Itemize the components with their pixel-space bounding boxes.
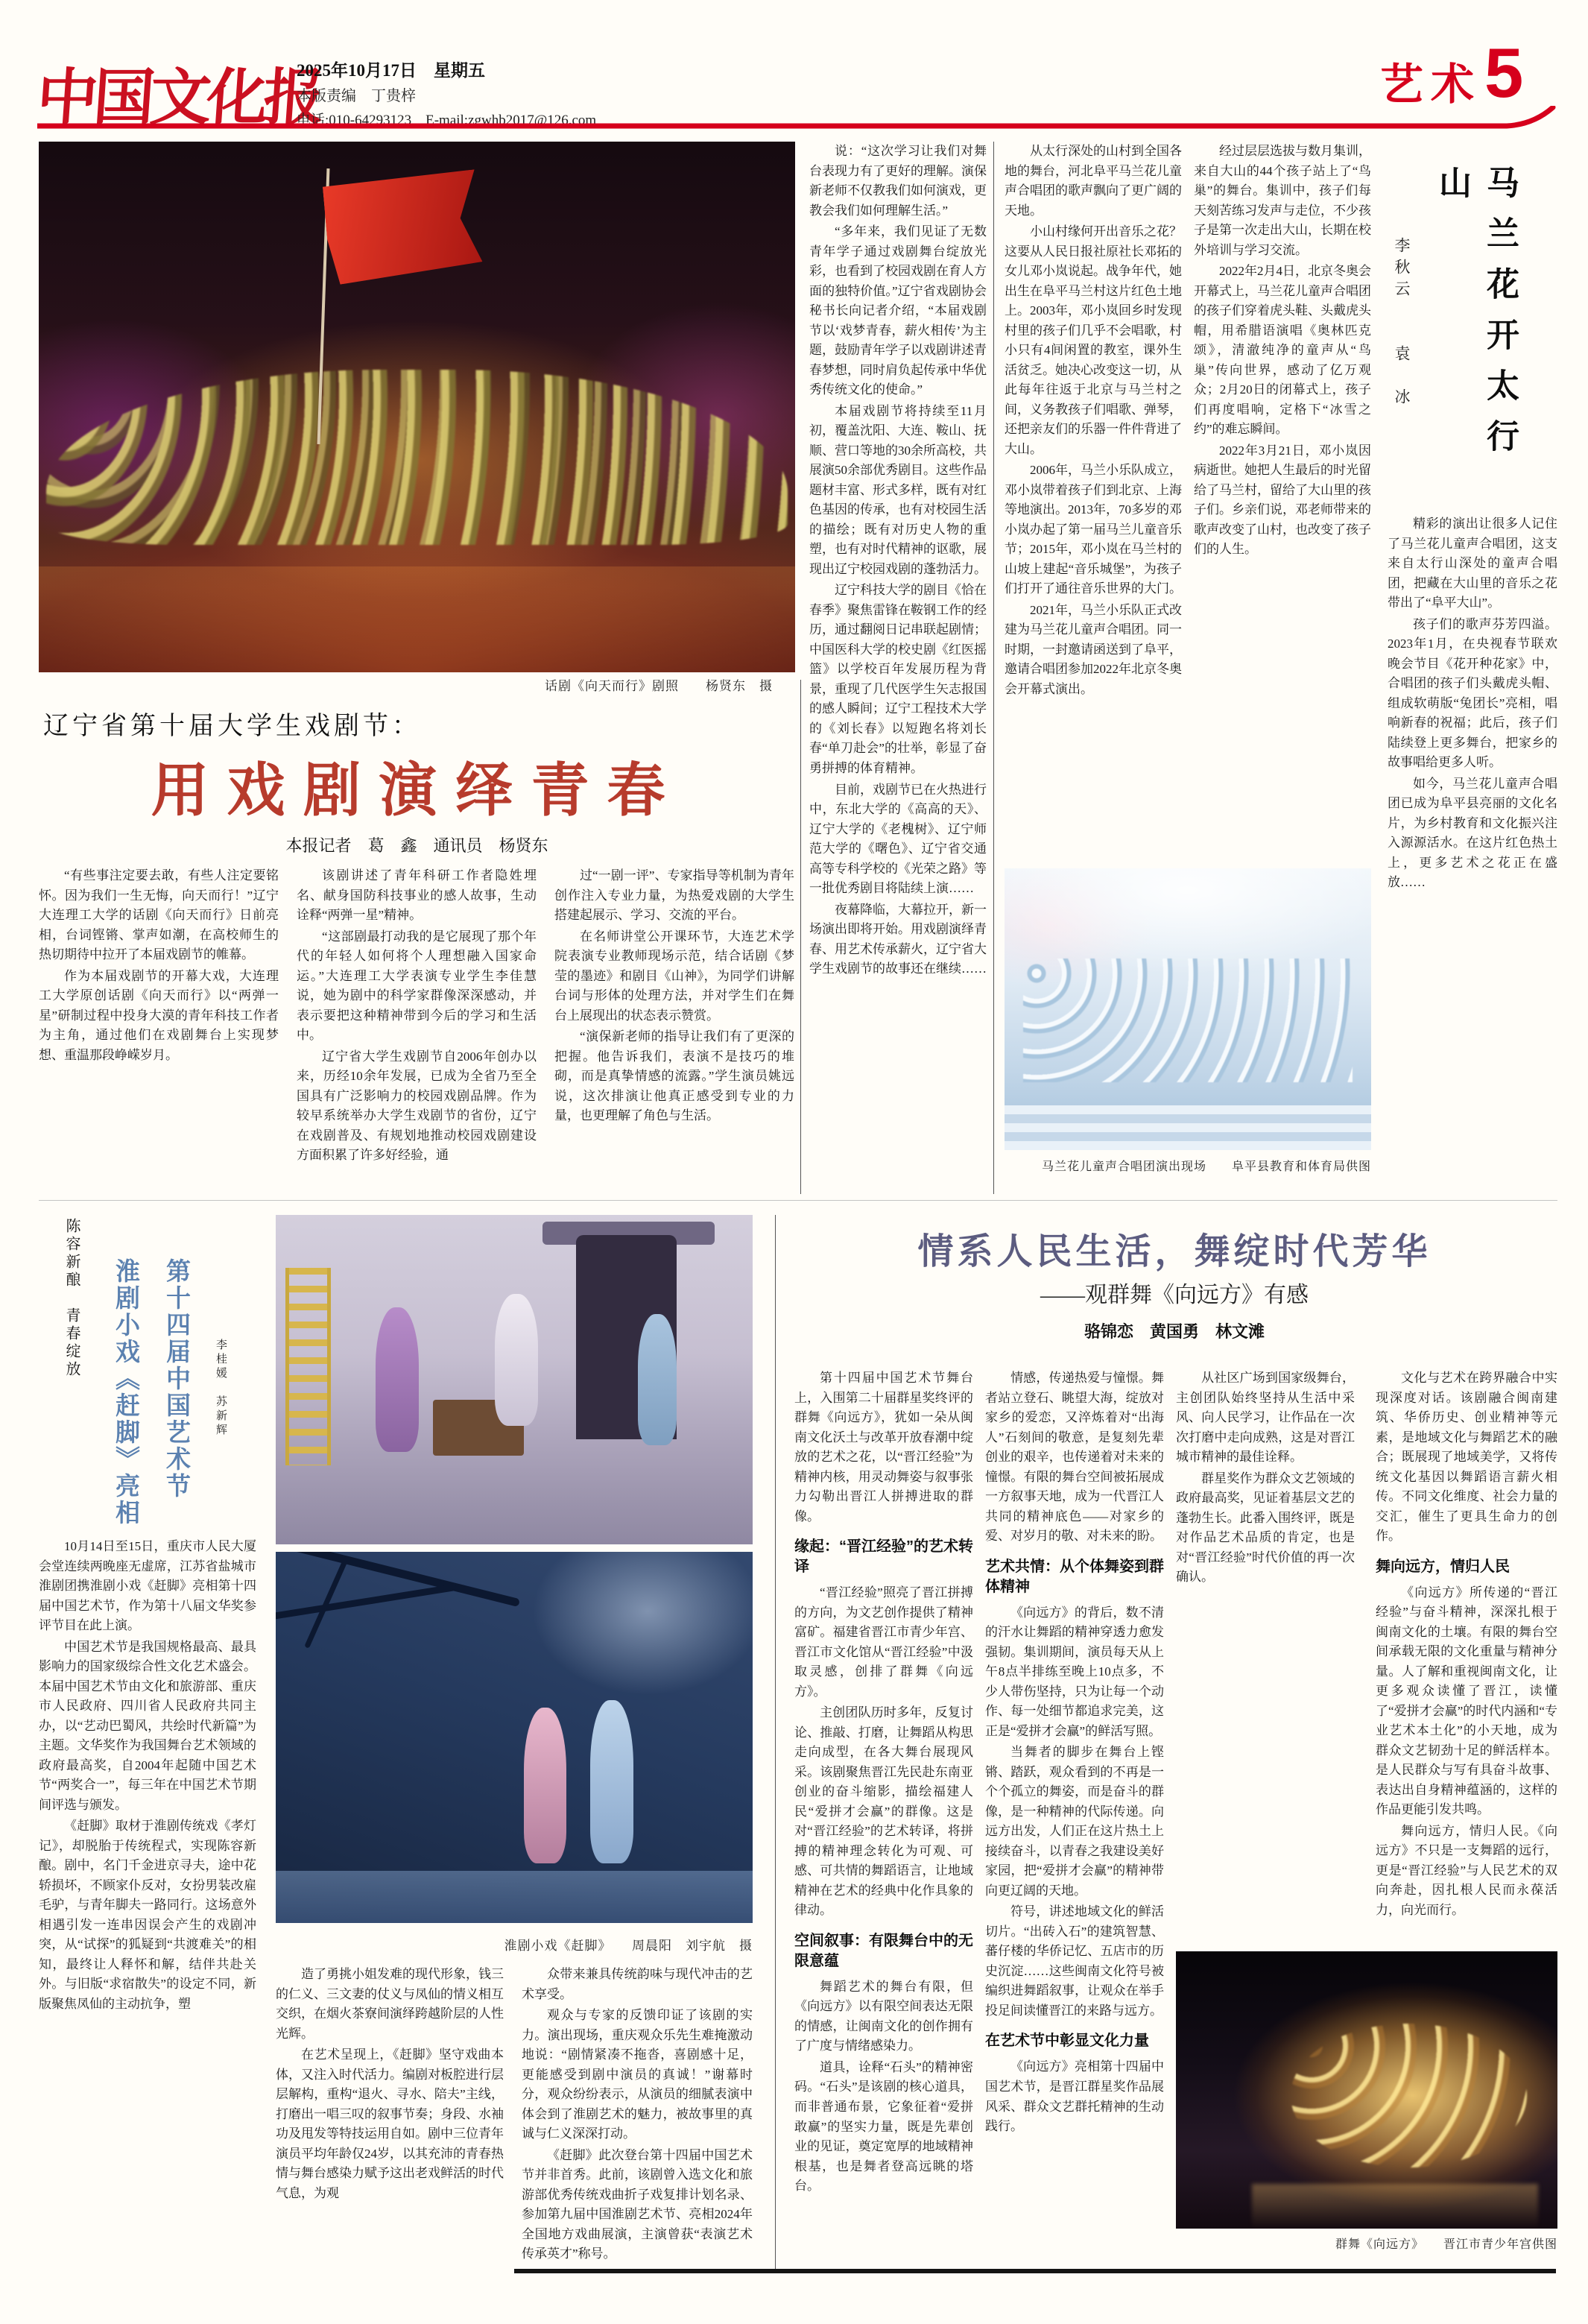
article-paragraph: 舞向远方，情归人民。《向远方》不只是一支舞蹈的远行，更是“晋江经验”与人民艺术的双向奔赴，因扎根人民而永葆活力，向光而行。: [1376, 1823, 1557, 1917]
article-paragraph: 2006年，马兰小乐队成立，邓小岚带着孩子们到北京、上海等地演出。2013年，70多岁的邓小岚办起了第一届马兰儿童音乐节；2015年，邓小岚在马兰村的山坡上建起“音乐城堡”，为孩子们打开了通往音乐世界的大门。: [1005, 463, 1182, 596]
stage-floor-shape: [39, 566, 795, 672]
contact-line: 电话:010-64293123 E-mail:zgwhb2017@126.com: [297, 113, 597, 128]
malan-column-2: [1194, 142, 1371, 862]
dance-column-3: [1176, 1368, 1355, 1942]
drama-column-1: [39, 866, 279, 1194]
article-paragraph: 2021年，马兰小乐队正式改建为马兰花儿童声合唱团。同一时期，一封邀请函送到了阜平，邀请合唱团参加2022年北京冬奥会开幕式演出。: [1005, 602, 1182, 696]
photo-caption-drama: 话剧《向天而行》剧照 杨贤东 摄: [545, 679, 773, 693]
article-paragraph: 该剧讲述了青年科研工作者隐姓埋名、献身国防科技事业的感人故事，生动诠释“两弹一星”精神。: [297, 868, 537, 923]
article-paragraph: 群星奖作为群众文艺领域的政府最高奖，见证着基层文艺的蓬勃生长。此番入围终评，既是对作品艺术品质的肯定，也是对“晋江经验”时代价值的再一次确认。: [1176, 1471, 1355, 1585]
bottom-rule: [514, 2269, 1556, 2273]
branch-shape: [276, 1584, 456, 1623]
malan-column-3: [1388, 514, 1557, 1193]
malan-column-1: [1005, 142, 1182, 862]
malan-title-vertical: 马兰花开太行山: [1434, 165, 1518, 470]
article-subhead: 缘起：“晋江经验”的艺术转译: [794, 1538, 973, 1576]
photo-caption-choir: 马兰花儿童声合唱团演出现场 阜平县教育和体育局供图: [1041, 1161, 1371, 1173]
photo-drama-stage: [39, 142, 795, 672]
article-paragraph: “晋江经验”照亮了晋江拼搏的方向，为文艺创作提供了精神富矿。福建省晋江市青少年宫、晋江市文化馆从“晋江经验”中汲取灵感，创排了群舞《向远方》。: [794, 1585, 973, 1699]
photo-choir-performance: [1005, 868, 1371, 1150]
dance-subtitle: ——观群舞《向远方》有感: [1040, 1283, 1309, 1307]
ganjiao-title-line2: 淮剧小戏《赶脚》亮相: [113, 1258, 140, 1526]
dance-column-4: [1376, 1368, 1557, 1942]
dance-column-2: [985, 1368, 1164, 2267]
dance-headline: 情系人民生活，舞绽时代芳华: [917, 1232, 1432, 1272]
photo-dance-performance: [1176, 1951, 1557, 2229]
column-divider: [800, 680, 801, 1194]
opera-figure: [495, 1294, 538, 1426]
article-paragraph: 文化与艺术在跨界融合中实现深度对话。该剧融合闽南建筑、华侨历史、创业精神等元素，是地域文化与舞蹈艺术的融合；既展现了地域美学，又将传统文化基因以舞蹈语言薪火相传。不同文化维度、社会力量的交汇，催生了更具生命力的创作。: [1376, 1371, 1557, 1544]
article-paragraph: 目前，戏剧节已在火热进行中，东北大学的《高高的天》、辽宁大学的《老槐树》、辽宁师范大学的《曙色》、辽宁省交通高等专科学校的《光荣之路》等一批优秀剧目将陆续上演……: [809, 782, 987, 896]
section-label: 艺术: [1380, 60, 1482, 109]
photo-opera-day-scene: [276, 1215, 753, 1544]
article-paragraph: 中国艺术节是我国规格最高、最具影响力的国家级综合性文化艺术盛会。本届中国艺术节由文化和旅游部、重庆市人民政府、四川省人民政府共同主办，以“艺动巴蜀风，共绘时代新篇”为主题。文华奖作为我国舞台艺术领域的政府最高奖，自2004年起随中国艺术节“两奖合一”，每三年在中国艺术节期间评选与颁发。: [39, 1639, 256, 1812]
article-paragraph: 当舞者的脚步在舞台上铿锵、踏跃，观众看到的不再是一个个孤立的舞姿，而是奋斗的群像，是一种精神的代际传递。向远方出发，人们正在这片热土上接续奋斗，以青春之我建设美好家园，把“爱拼才会赢”的精神带向更辽阔的天地。: [985, 1745, 1164, 1898]
article-paragraph: 孩子们的歌声芬芳四溢。2023年1月，在央视春节联欢晚会节目《花开种花家》中，合唱团的孩子们头戴虎头帽、组成软萌版“兔团长”亮相，唱响新春的祝福；此后，孩子们陆续登上更多舞台，把家乡的故事唱给更多人听。: [1388, 616, 1557, 770]
dance-authors: 骆锦恋 黄国勇 林文滩: [1084, 1322, 1265, 1341]
drama-byline: 本报记者 葛 鑫 通讯员 杨贤东: [285, 836, 548, 855]
article-paragraph: 在艺术呈现上，《赶脚》坚守戏曲本体，又注入时代活力。编剧对板腔进行层层解构，重构“退火、寻水、陪夫”主线，打磨出一唱三叹的叙事节奏；身段、水袖功及甩发等特技运用自如。剧中三位青年演员平均年龄仅24岁，以其充沛的青春热情与舞台感染力赋予这出老戏鲜活的时代气息，为观: [276, 2047, 504, 2200]
article-paragraph: 主创团队历时多年，反复讨论、推敲、打磨，让舞蹈从构思走向成型，在各大舞台展现风采。该剧聚焦晋江先民赴东南亚创业的奋斗缩影，描绘福建人民“爱拼才会赢”的群像。这是对“晋江经验”的艺术转译，将拼搏的精神理念转化为可观、可感、可共情的舞蹈语言，让地域精神在艺术的经典中化作具象的律动。: [794, 1705, 973, 1918]
article-paragraph: 《向远方》的背后，数不清的汗水让舞蹈的精神穿透力愈发强韧。集训期间，演员每天从上午8点半排练至晚上10点多，不少人带伤坚持，只为让每一个动作、每一处细节都追求完美，这正是“爱拼才会赢”的鲜活写照。: [985, 1605, 1164, 1738]
photo-opera-night-scene: [276, 1552, 753, 1923]
dancers-shape: [1291, 2024, 1527, 2167]
opera-figure: [524, 1708, 567, 1863]
article-paragraph: “多年来，我们见证了无数青年学子通过戏剧舞台绽放光彩，也看到了校园戏剧在育人方面的独特价值。”辽宁省戏剧协会秘书长向记者介绍，“本届戏剧节以‘戏梦青春，薪火相传’为主题，鼓励青年学子以戏剧讲述青春梦想，同时肩负起传承中华优秀传统文化的使命。”: [809, 224, 987, 397]
malan-authors: 李秋云 袁 冰: [1393, 237, 1411, 410]
header-rule: [37, 106, 1557, 131]
performers-shape: [46, 370, 788, 545]
ganjiao-title-line1: 第十四届中国艺术节: [163, 1258, 191, 1500]
drama-headline: 用戏剧演绎青春: [151, 758, 683, 823]
drama-column-4: [809, 142, 987, 1194]
dance-column-1: [794, 1368, 973, 2267]
article-paragraph: 精彩的演出让很多人记住了马兰花儿童声合唱团，这支来自太行山深处的童声合唱团，把藏在大山里的音乐之花带出了“阜平大山”。: [1388, 517, 1557, 610]
masthead-logo: 中国文化报: [34, 64, 323, 132]
ganjiao-authors: 李桂媛 苏新辉: [215, 1339, 227, 1438]
photo-caption-opera: 淮剧小戏《赶脚》 周晨阳 刘宇航 摄: [504, 1939, 753, 1953]
article-paragraph: 说：“这次学习让我们对舞台表现力有了更好的理解。演保新老师不仅教我们如何演戏，更教会我们如何理解生活。”: [809, 144, 987, 218]
ganjiao-column-1: [39, 1537, 256, 2267]
article-paragraph: 10月14日至15日，重庆市人民大厦会堂连续两晚座无虚席，江苏省盐城市淮剧团携淮剧小戏《赶脚》亮相第十四届中国艺术节，作为第十八届文华奖参评节目在此上演。: [39, 1539, 256, 1633]
article-paragraph: 辽宁科技大学的剧目《恰在春季》聚焦雷锋在鞍钢工作的经历，通过翻阅日记串联起剧情；中国医科大学的校史剧《红医摇篮》以学校百年发展历程为背景，重现了几代医学生矢志报国的感人瞬间；辽宁工程技术大学的《刘长春》以短跑名将刘长春“单刀赴会”的壮举，彰显了奋勇拼搏的体育精神。: [809, 583, 987, 775]
article-paragraph: 如今，马兰花儿童声合唱团已成为阜平县亮丽的文化名片，为乡村教育和文化振兴注入源源活水。在这片红色热土上，更多艺术之花正在盛放……: [1388, 776, 1557, 890]
article-paragraph: 观众与专家的反馈印证了该剧的实力。演出现场，重庆观众乐先生难掩激动地说：“剧情紧凑不拖沓，喜剧感十足，更能感受到剧中演员的真诚！”谢幕时分，观众纷纷表示，从演员的细腻表演中体会到了淮剧艺术的魅力，被故事里的真诚与仁义深深打动。: [522, 2008, 753, 2141]
section-divider-horizontal: [39, 1200, 1557, 1201]
article-paragraph: 符号，讲述地域文化的鲜活切片。“出砖入石”的建筑智慧、蕃仔楼的华侨记忆、五店市的历史沉淀……这些闽南文化符号被编织进舞蹈叙事，让观众在举手投足间读懂晋江的来路与远方。: [985, 1904, 1164, 2018]
reflection-shape: [1252, 2184, 1538, 2229]
article-paragraph: 本届戏剧节将持续至11月初，覆盖沈阳、大连、鞍山、抚顺、营口等地的30余所高校，共展演50余部优秀剧目。这些作品题材丰富、形式多样，既有对红色基因的传承，也有对校园生活的描绘；既有对历史人物的重塑，也有对时代精神的讴歌，展现出辽宁校园戏剧的蓬勃活力。: [809, 403, 987, 576]
article-paragraph: 2022年2月4日，北京冬奥会开幕式上，马兰花儿童声合唱团的孩子们穿着虎头鞋、头戴虎头帽，用希腊语演唱《奥林匹克颂》，清澈纯净的童声从“鸟巢”传向世界，感动了亿万观众；2月20日的闭幕式上，孩子们再度唱响，定格下“冰雪之约”的难忘瞬间。: [1194, 264, 1371, 437]
drama-column-2: [297, 866, 537, 1194]
photo-caption-dance: 群舞《向远方》 晋江市青少年宫供图: [1335, 2238, 1557, 2251]
article-paragraph: 2022年3月21日，邓小岚因病逝世。她把人生最后的时光留给了马兰村，留给了大山里的孩子们。乡亲们说，邓老师带来的歌声改变了山村，也改变了孩子们的人生。: [1194, 443, 1371, 557]
article-paragraph: “这部剧最打动我的是它展现了那个年代的年轻人如何将个人理想融入国家命运。”大连理工大学表演专业学生李佳慧说，她为剧中的科学家群像深深感动，并表示要把这种精神带到今后的学习和生活中。: [297, 929, 537, 1043]
article-paragraph: 过“一剧一评”、专家指导等机制为青年创作注入专业力量，为热爱戏剧的大学生搭建起展示、学习、交流的平台。: [554, 868, 794, 923]
ladder-shape: [285, 1268, 331, 1465]
editor-line: 本版责编 丁贵梓: [297, 88, 416, 104]
article-paragraph: 舞蹈艺术的舞台有限，但《向远方》以有限空间表达无限的情感，让闽南文化的创作拥有了广度与情绪感染力。: [794, 1979, 973, 2053]
opera-figure: [638, 1314, 676, 1446]
page-number: 5: [1484, 34, 1524, 112]
article-divider-vertical: [775, 1215, 776, 2269]
stage-floor-shape: [276, 1871, 753, 1923]
date-line: 2025年10月17日 星期五: [297, 61, 485, 80]
article-paragraph: 经过层层选拔与数月集训，来自大山的44个孩子站上了“鸟巢”的舞台。集训中，孩子们每天刻苦练习发声与走位，不少孩子是第一次走出大山，长期在校外培训与学习交流。: [1194, 144, 1371, 257]
ganjiao-kicker-vertical: 陈容新酿 青春绽放: [63, 1218, 80, 1379]
article-paragraph: 情感，传递热爱与憧憬。舞者站立登石、眺望大海，绽放对家乡的爱恋，又淬炼着对“出海人”石刻间的敬意，是复刻先辈创业的艰辛，也传递着对未来的憧憬。有限的舞台空间被拓展成一方叙事天地，成为一代晋江人共同的精神底色——对家乡的爱、对岁月的敬、对未来的盼。: [985, 1371, 1164, 1544]
choir-children-shape: [1023, 959, 1353, 1082]
article-paragraph: 《向远方》所传递的“晋江经验”与奋斗精神，深深扎根于闽南文化的土壤。有限的舞台空间承载无限的文化重量与精神分量。人了解和重视闽南文化，让更多观众读懂了晋江，读懂了“爱拼才会赢”的时代内涵和“专业艺术本土化”的小天地，成为群众文艺韧劲十足的鲜活样本。是人民群众与写有具奋斗故事、表达出自身精神蕴涵的，这样的作品更能引发共鸣。: [1376, 1585, 1557, 1817]
article-paragraph: 小山村缘何开出音乐之花？这要从人民日报社原社长邓拓的女儿邓小岚说起。战争年代，她出生在阜平马兰村这片红色土地上。2003年，邓小岚回乡时发现村里的孩子们几乎不会唱歌，村小只有4间闲置的教室，课外生活贫乏。她决心改变这一切，从此每年往返于北京与马兰村之间，义务教孩子们唱歌、弹琴，还把亲友们的乐器一件件背进了大山。: [1005, 224, 1182, 456]
article-subhead: 在艺术节中彰显文化力量: [985, 2033, 1149, 2050]
article-paragraph: “演保新老师的指导让我们有了更深的把握。他告诉我们，表演不是技巧的堆砌，而是真挚情感的流露。”学生演员姚远说，这次排演让他真正感受到专业的力量，也更理解了角色与生活。: [554, 1029, 794, 1123]
article-paragraph: 从社区广场到国家级舞台，主创团队始终坚持从生活中采风、向人民学习，让作品在一次次打磨中走向成熟，这是对晋江城市精神的最佳诠释。: [1176, 1371, 1355, 1465]
article-paragraph: 《向远方》亮相第十四届中国艺术节，是晋江群星奖作品展风采、群众文艺群托精神的生动践行。: [985, 2059, 1164, 2134]
article-paragraph: 作为本届戏剧节的开幕大戏，大连理工大学原创话剧《向天而行》以“两弹一星”研制过程中投身大漠的青年科技工作者为主角，通过他们在戏剧舞台上实现梦想、重温那段峥嵘岁月。: [39, 968, 279, 1062]
article-subhead: 空间叙事：有限舞台中的无限意蕴: [794, 1932, 973, 1969]
article-paragraph: 从太行深处的山村到全国各地的舞台，河北阜平马兰花儿童声合唱团的歌声飘向了更广阔的天地。: [1005, 144, 1182, 218]
ganjiao-column-3: [522, 1965, 753, 2263]
article-paragraph: 道具，诠释“石头”的精神密码。“石头”是该剧的核心道具，而非普通布景，它象征着“爱拼敢赢”的坚实力量，既是先辈创业的见证，奠定宽厚的地域精神根基，也是舞者登高远眺的塔台。: [794, 2059, 973, 2194]
opera-figure: [590, 1700, 633, 1863]
article-paragraph: 辽宁省大学生戏剧节自2006年创办以来，历经10余年发展，已成为全省乃至全国具有广泛影响力的校园戏剧品牌。作为较早系统举办大学生戏剧节的省份，辽宁在戏剧普及、有规划地推动校园戏剧建设方面积累了许多好经验，通: [297, 1049, 537, 1163]
article-subhead: 艺术共情：从个体舞姿到群体精神: [985, 1558, 1164, 1595]
article-paragraph: 《赶脚》此次登台第十四届中国艺术节并非首秀。此前，该剧曾入选文化和旅游部优秀传统戏曲折子戏复排计划名录、参加第九届中国淮剧艺术节、亮相2024年全国地方戏曲展演，主演曾获“表演艺术传承英才”称号。: [522, 2147, 753, 2261]
article-subhead: 舞向远方，情归人民: [1376, 1558, 1510, 1575]
article-paragraph: 众带来兼具传统韵味与现代冲击的艺术享受。: [522, 1967, 753, 2001]
article-paragraph: 在名师讲堂公开课环节，大连艺术学院表演专业教师现场示范，结合话剧《梦莹的墨迹》和剧目《山神》，为同学们讲解台词与形体的处理方法，并对学生们在舞台上展现出的状态表示赞赏。: [554, 929, 794, 1023]
drama-kicker: 辽宁省第十届大学生戏剧节：: [43, 713, 421, 740]
choir-risers-shape: [1005, 1105, 1371, 1150]
article-divider-vertical: [993, 142, 994, 1194]
drama-column-3: [554, 866, 794, 1194]
red-flag-shape: [322, 170, 483, 285]
article-paragraph: 夜幕降临，大幕拉开，新一场演出即将开始。用戏剧演绎青春、用艺术传承薪火，辽宁省大学生戏剧节的故事还在继续……: [809, 902, 987, 976]
article-paragraph: 第十四届中国艺术节舞台上，入围第二十届群星奖终评的群舞《向远方》，犹如一朵从闽南文化沃土与改革开放春潮中绽放的艺术之花，以“晋江经验”为精神内核，用灵动舞姿与叙事张力勾勒出晋江人拼搏进取的群像。: [794, 1371, 973, 1523]
opera-figure: [376, 1307, 419, 1452]
article-paragraph: 造了勇挑小姐发难的现代形象，钱三的仁义、三文妻的仗义与凤仙的情义相互交织，在烟火茶寮间演绎跨越阶层的人性光辉。: [276, 1967, 504, 2041]
ganjiao-column-2: [276, 1965, 504, 2263]
article-paragraph: 《赶脚》取材于淮剧传统戏《孝灯记》，却脱胎于传统程式，实现陈容新酿。剧中，名门千金进京寻夫，途中花轿损坏，不顾家仆反对，女扮男装改雇毛驴，与青年脚夫一路同行。这场意外相遇引发一连串因误会产生的戏剧冲突，从“试探”的狐疑到“共渡难关”的相知，最终让人释怀和解，结伴共赴关外。与旧版“求宿散失”的设定不同，新版聚焦凤仙的主动抗争，塑: [39, 1819, 256, 2011]
article-paragraph: “有些事注定要去敢，有些人注定要铭怀。因为我们一生无悔，向天而行！”辽宁大连理工大学的话剧《向天而行》日前亮相，台词铿锵、掌声如潮，在高校师生的热切期待中拉开了本届戏剧节的帷幕。: [39, 868, 279, 962]
